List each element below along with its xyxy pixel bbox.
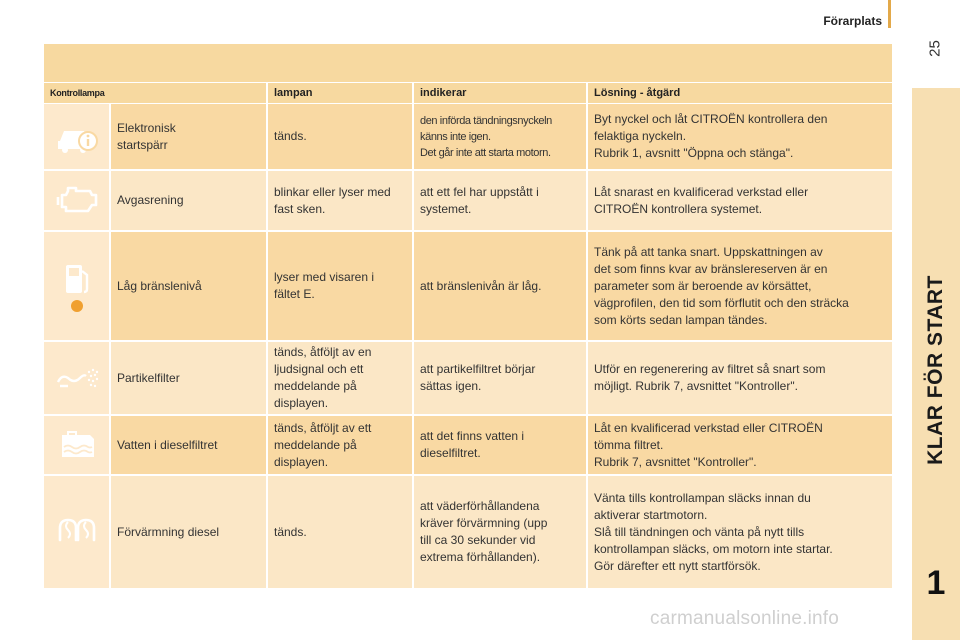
lamp-icon-cell <box>44 232 109 340</box>
table-top-band <box>44 44 892 82</box>
lamp-icon-cell <box>44 104 109 169</box>
lamp-solution: Tänk på att tanka snart. Uppskattningen av det som finns kvar av bränslereserven är en parameter som är beroende av körsättet, vägprofilen, den tid som förflutit och den sträcka som körts sedan lampan tändes. <box>588 232 892 340</box>
lamp-icon-cell <box>44 416 109 474</box>
column-header-lampan: lampan <box>268 83 412 103</box>
chapter-title: KLAR FÖR START <box>924 275 947 465</box>
lamp-state: tänds, åtföljt av en ljudsignal och ett meddelande på displayen. <box>268 342 412 414</box>
lamp-state: tänds, åtföljt av ett meddelande på displayen. <box>268 416 412 474</box>
lamp-indication: att väderförhållandena kräver förvärmning (upp till ca 30 sekunder vid extrema förhållanden). <box>414 476 586 588</box>
fuel-reserve-indicator-icon <box>70 299 84 313</box>
lamp-name: Partikelfilter <box>111 342 266 414</box>
page-number: 25 <box>926 40 944 57</box>
lamp-icon-cell <box>44 476 109 588</box>
lamp-state: tänds. <box>268 476 412 588</box>
fuel-level-icon <box>54 259 100 299</box>
lamp-icon-cell <box>44 171 109 230</box>
lamp-name: Låg bränslenivå <box>111 232 266 340</box>
lamp-state: blinkar eller lyser med fast sken. <box>268 171 412 230</box>
lamp-indication: den införda tändningsnyckeln känns inte igen. Det går inte att starta motorn. <box>414 104 586 169</box>
immobiliser-warning-icon <box>54 117 100 157</box>
lamp-solution: Byt nyckel och låt CITROËN kontrollera den felaktiga nyckeln. Rubrik 1, avsnitt "Öppna och stänga". <box>588 104 892 169</box>
lamp-name: Avgasrening <box>111 171 266 230</box>
column-header-losning: Lösning - åtgärd <box>588 83 892 103</box>
engine-check-icon <box>54 181 100 221</box>
glow-plug-icon <box>54 512 100 552</box>
water-in-diesel-icon <box>54 425 100 465</box>
lamp-state: tänds. <box>268 104 412 169</box>
header-accent-rule <box>888 0 891 28</box>
lamp-icon-cell <box>44 342 109 414</box>
header-title: Förarplats <box>823 14 882 28</box>
lamp-name: Vatten i dieselfiltret <box>111 416 266 474</box>
chapter-number: 1 <box>926 564 946 602</box>
lamp-indication: att det finns vatten i dieselfiltret. <box>414 416 586 474</box>
lamp-indication: att partikelfiltret börjar sättas igen. <box>414 342 586 414</box>
lamp-indication: att bränslenivån är låg. <box>414 232 586 340</box>
lamp-indication: att ett fel har uppstått i systemet. <box>414 171 586 230</box>
lamp-solution: Låt en kvalificerad verkstad eller CITROËN tömma filtret. Rubrik 7, avsnittet "Kontroller". <box>588 416 892 474</box>
lamp-name: Förvärmning diesel <box>111 476 266 588</box>
particle-filter-icon <box>54 358 100 398</box>
column-header-indikerar: indikerar <box>414 83 586 103</box>
lamp-solution: Vänta tills kontrollampan släcks innan du aktiverar startmotorn. Slå till tändningen och vänta på nytt tills kontrollampan släcks, om motorn inte startar. Gör därefter ett nytt startförsök. <box>588 476 892 588</box>
lamp-solution: Utför en regenerering av filtret så snart som möjligt. Rubrik 7, avsnittet "Kontroller". <box>588 342 892 414</box>
lamp-solution: Låt snarast en kvalificerad verkstad eller CITROËN kontrollera systemet. <box>588 171 892 230</box>
column-header-kontrollampa: Kontrollampa <box>44 83 266 103</box>
watermark: carmanualsonline.info <box>650 608 840 629</box>
lamp-name: Elektronisk startspärr <box>111 104 266 169</box>
warning-lamps-table <box>44 44 892 590</box>
lamp-state: lyser med visaren i fältet E. <box>268 232 412 340</box>
